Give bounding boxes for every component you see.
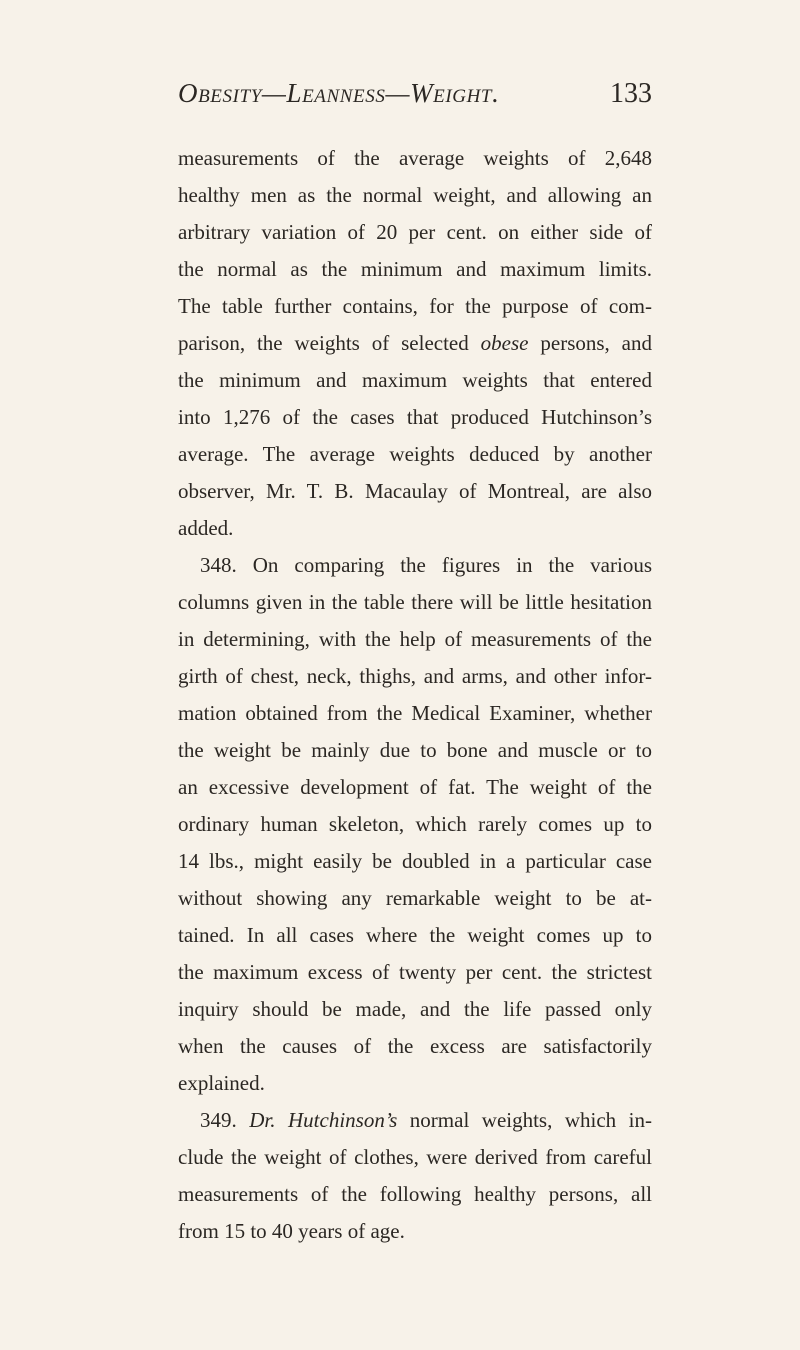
text-line: The table further contains, for the purpose of com-	[178, 294, 652, 318]
page-number: 133	[610, 78, 652, 109]
text-line: an excessive development of fat. The weight of the	[178, 775, 652, 799]
text-line: observer, Mr. T. B. Macaulay of Montreal, are also	[178, 479, 652, 503]
text-line: inquiry should be made, and the life passed only	[178, 997, 652, 1021]
italic-term: Dr. Hutchinson’s	[249, 1108, 398, 1132]
text-line: added.	[178, 516, 234, 540]
text-line: the minimum and maximum weights that entered	[178, 368, 652, 392]
page-header	[178, 78, 652, 118]
text-line: when the causes of the excess are satisfactorily	[178, 1034, 652, 1058]
text-line: the weight be mainly due to bone and muscle or to	[178, 738, 652, 762]
paragraph-start: 348. On comparing the figures in the various	[200, 553, 652, 577]
text-line: clude the weight of clothes, were derived from careful	[178, 1145, 652, 1169]
text-line	[178, 325, 652, 362]
text-run: normal weights, which in-	[397, 1108, 652, 1132]
text-line: girth of chest, neck, thighs, and arms, and other infor-	[178, 664, 652, 688]
text-line: measurements of the following healthy persons, all	[178, 1182, 652, 1206]
running-title: Obesity—Leanness—Weight.	[178, 78, 500, 108]
text-run: parison, the weights of selected	[178, 331, 481, 355]
text-line: mation obtained from the Medical Examiner, whether	[178, 701, 652, 725]
text-line: explained.	[178, 1071, 265, 1095]
italic-term: obese	[480, 331, 529, 355]
text-line: in determining, with the help of measurements of the	[178, 627, 652, 651]
paragraph-start	[178, 1102, 652, 1139]
text-line: into 1,276 of the cases that produced Hutchinson’s	[178, 405, 652, 429]
text-line: the normal as the minimum and maximum limits.	[178, 257, 652, 281]
text-line: without showing any remarkable weight to be at-	[178, 886, 652, 910]
text-line: 14 lbs., might easily be doubled in a particular case	[178, 849, 652, 873]
text-line: measurements of the average weights of 2,648	[178, 146, 652, 170]
text-line: average. The average weights deduced by another	[178, 442, 652, 466]
text-line: arbitrary variation of 20 per cent. on either side of	[178, 220, 652, 244]
text-line: columns given in the table there will be little hesitation	[178, 590, 652, 614]
text-line: ordinary human skeleton, which rarely comes up to	[178, 812, 652, 836]
text-line: healthy men as the normal weight, and allowing an	[178, 183, 652, 207]
text-run: persons, and	[528, 331, 653, 355]
text-run: 349.	[200, 1108, 250, 1132]
text-line: the maximum excess of twenty per cent. the strictest	[178, 960, 652, 984]
text-line: from 15 to 40 years of age.	[178, 1219, 405, 1243]
body-text	[178, 140, 652, 1250]
text-line: tained. In all cases where the weight comes up to	[178, 923, 652, 947]
